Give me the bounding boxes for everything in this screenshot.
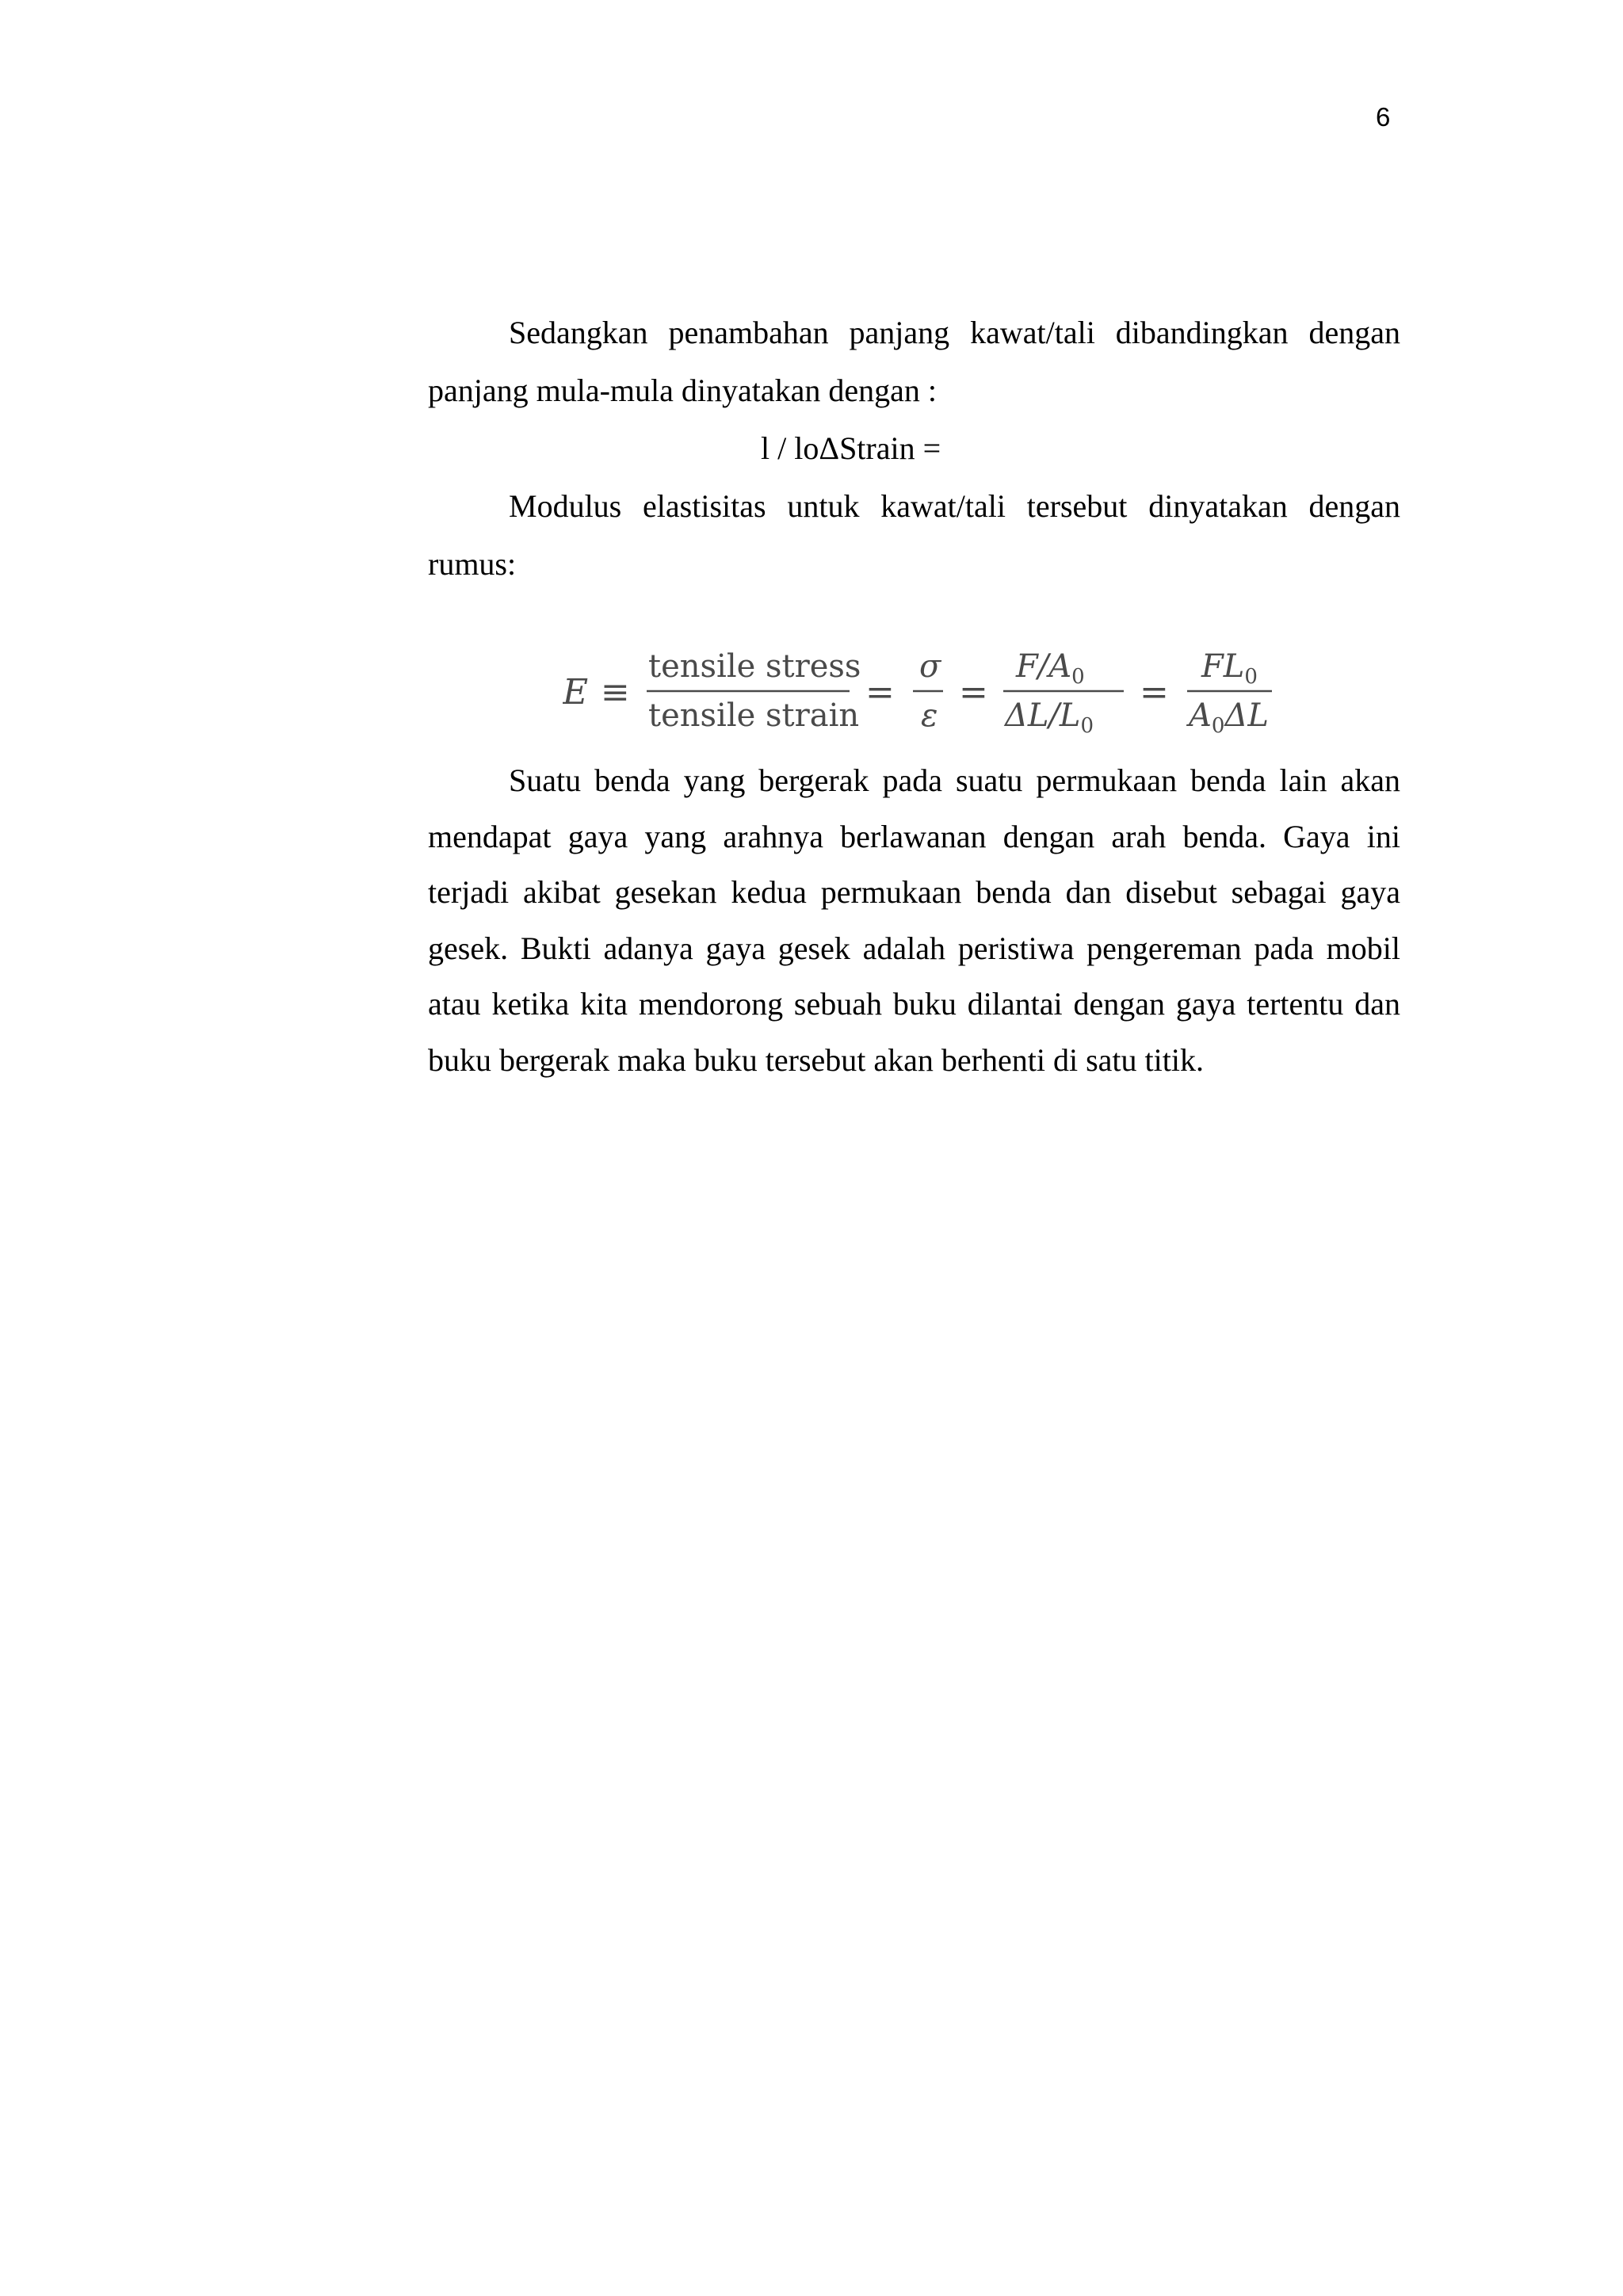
formula-frac3-numerator: $F/A_0$ xyxy=(1016,648,1085,689)
formula-equals-1: = xyxy=(865,672,895,712)
formula-equals-2: = xyxy=(959,672,988,712)
formula-frac1-denominator: tensile strain xyxy=(648,697,860,734)
paragraph-friction: Suatu benda yang bergerak pada suatu permukaan benda lain akan mendapat gaya yang arahnya berlawanan dengan arah benda. Gaya ini terjadi akibat gesekan kedua permukaan benda dan disebut sebagai gaya gesek. Bukti adanya gaya gesek adalah peristiwa pengereman pada mobil atau ketika kita mendorong sebuah buku dilantai dengan gaya tertentu dan buku bergerak maka buku tersebut akan berhenti di satu titik. xyxy=(428,762,1400,1078)
formula-frac1-numerator: tensile stress xyxy=(648,648,861,685)
paragraph-modulus-intro: Modulus elastisitas untuk kawat/tali tersebut dinyatakan dengan rumus: xyxy=(428,488,1400,582)
document-body xyxy=(428,304,1400,1088)
page-number: 6 xyxy=(1376,102,1391,132)
youngs-modulus-formula xyxy=(428,647,1400,740)
formula-frac2-denominator: ε xyxy=(921,697,938,734)
formula-frac2-numerator: σ xyxy=(919,648,941,685)
formula-graphic xyxy=(563,647,1276,740)
paragraph-strain-intro: Sedangkan penambahan panjang kawat/tali dibandingkan dengan panjang mula-mula dinyatakan dengan : xyxy=(428,315,1400,408)
formula-equals-3: = xyxy=(1140,672,1169,712)
strain-equation-line: l / loΔStrain = xyxy=(761,430,941,466)
formula-equiv-symbol: ≡ xyxy=(601,672,630,712)
formula-frac3-denominator: $\Delta L/L_0$ xyxy=(1005,697,1094,738)
formula-frac4-denominator: $A_0\Delta L$ xyxy=(1189,697,1269,738)
formula-frac4-numerator: $FL_0$ xyxy=(1201,648,1258,689)
formula-lhs: E xyxy=(563,672,589,712)
